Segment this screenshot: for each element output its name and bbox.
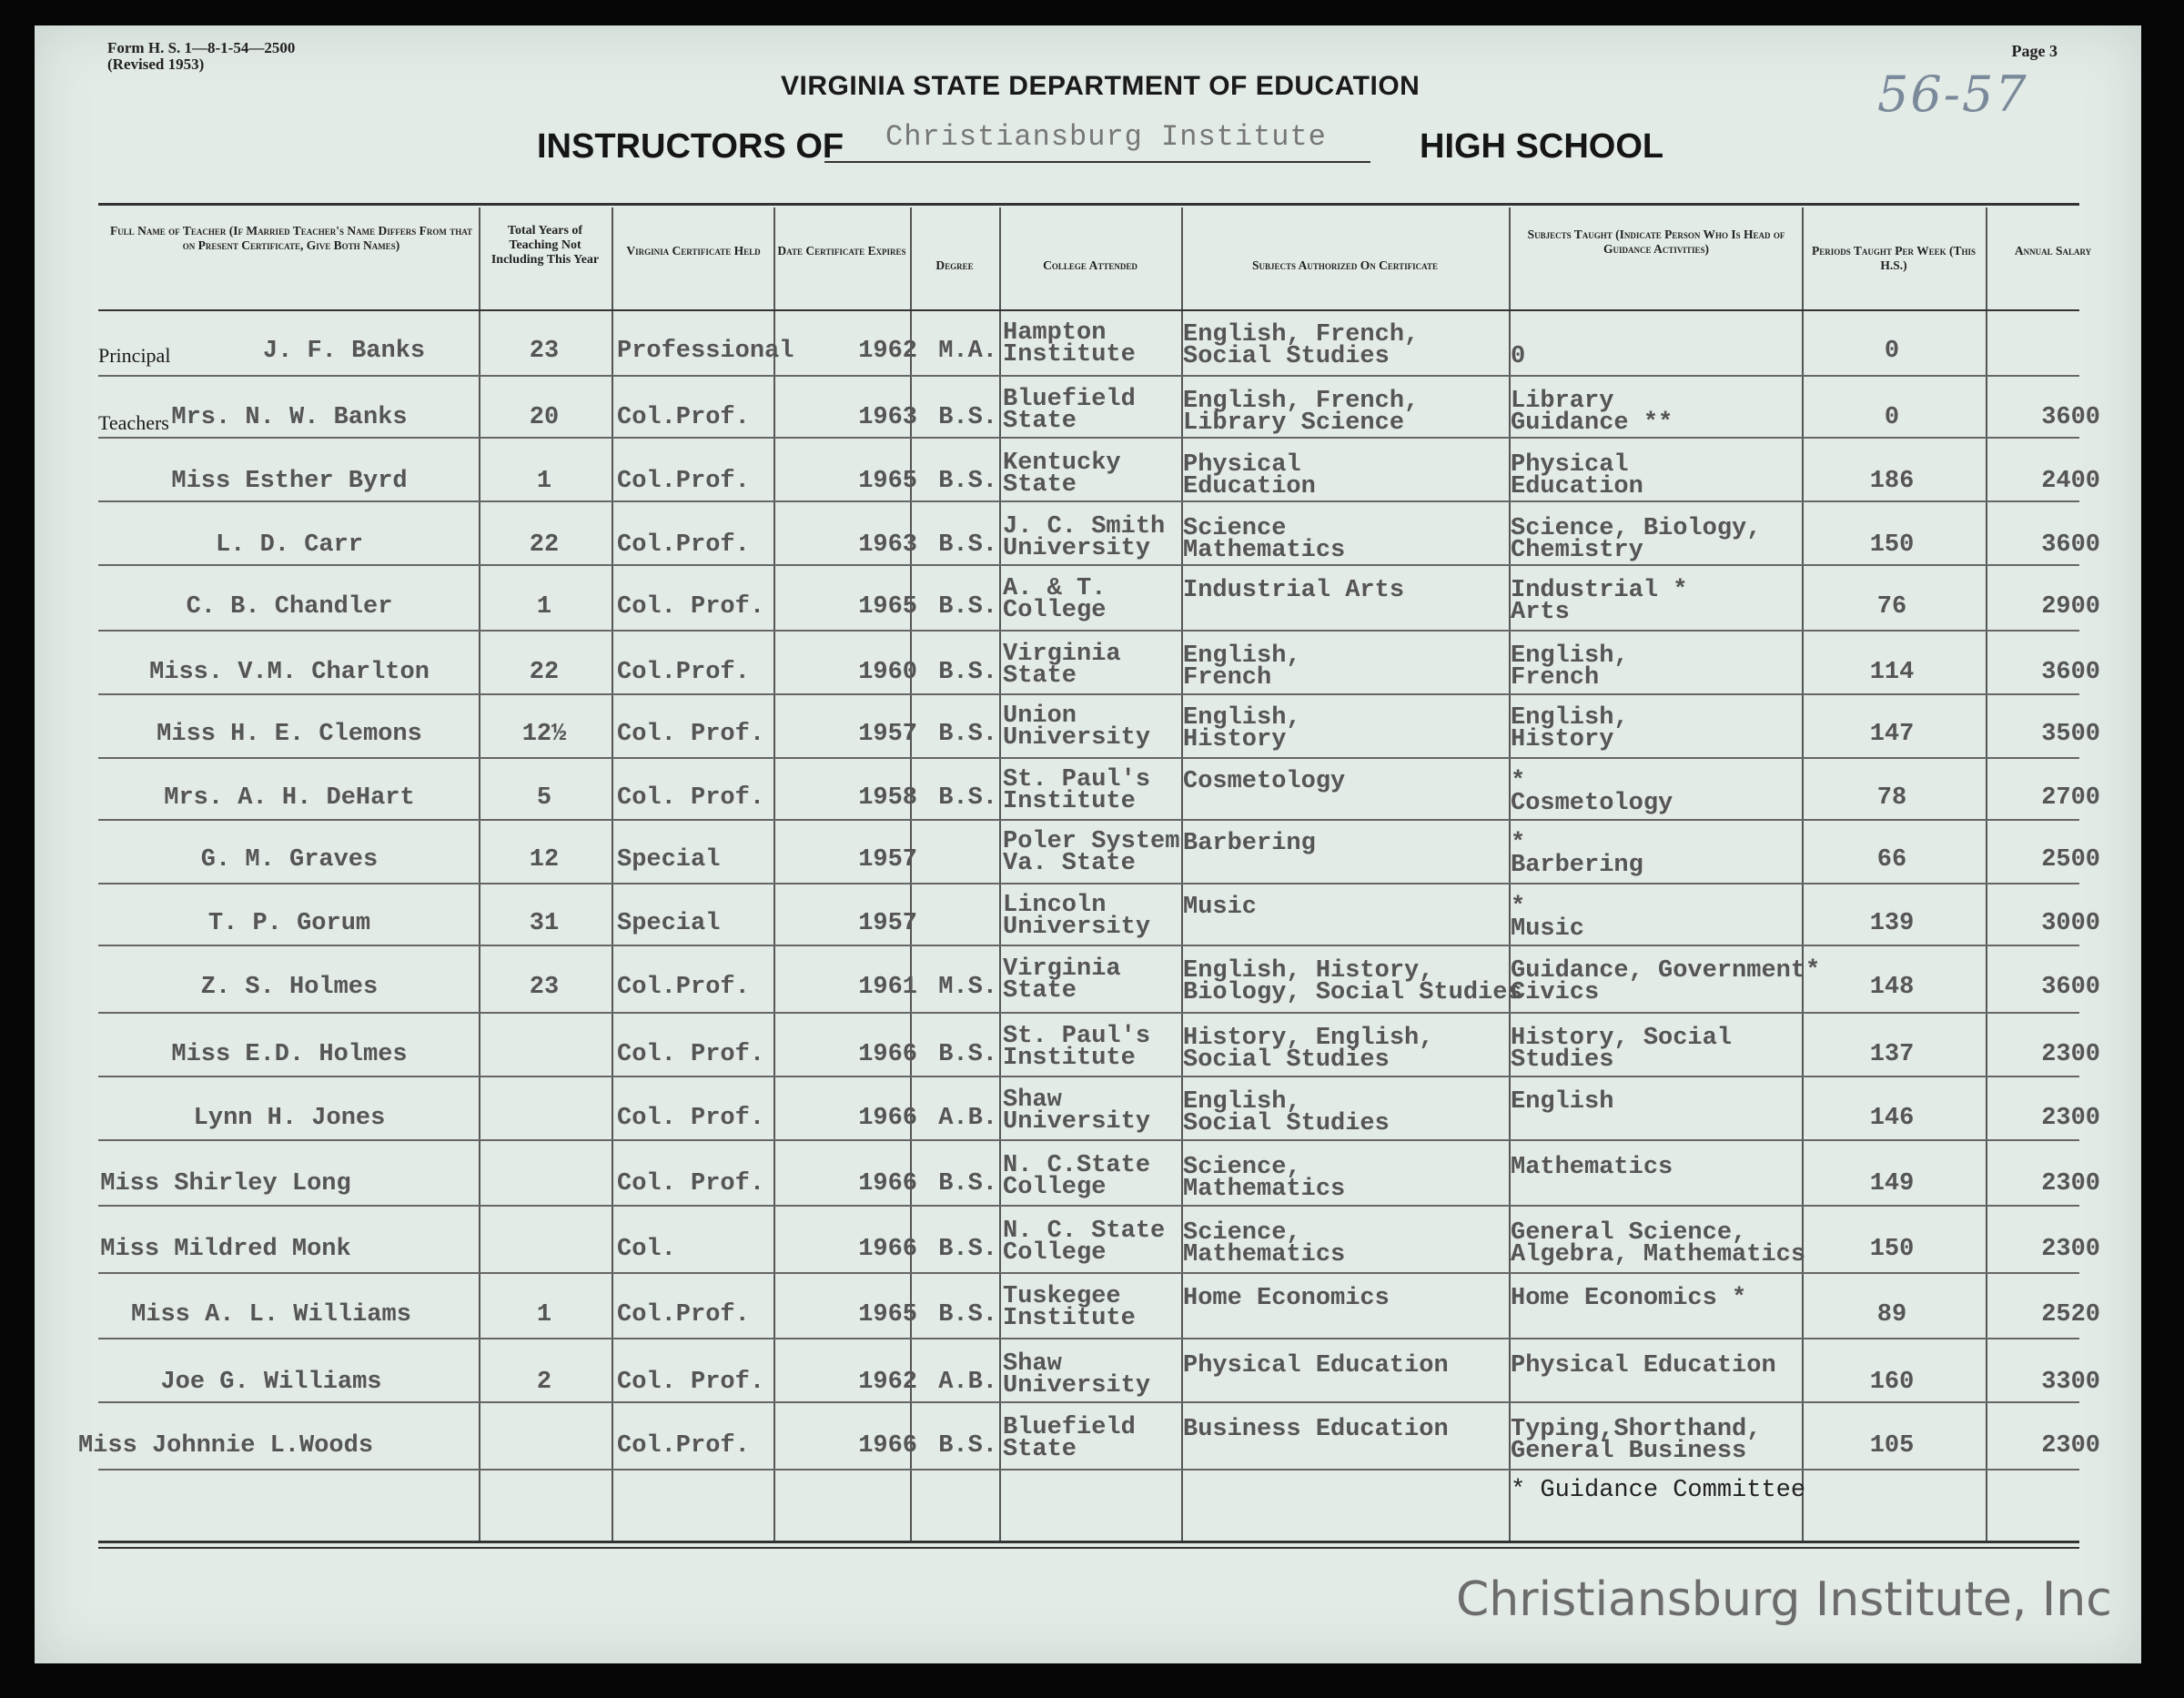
salary: 2300 (2041, 1170, 2100, 1198)
college-line-1: Tuskegee (1003, 1283, 1121, 1310)
header-college: College Attended (1043, 258, 1138, 272)
periods: 147 (1869, 721, 1915, 748)
guidance-committee-note: * Guidance Committee (1511, 1477, 1806, 1504)
teacher-name: Miss A. L. Williams (131, 1301, 411, 1329)
taught-line-1: English, (1511, 704, 1629, 732)
table-bottom-rule-2 (98, 1547, 2079, 1549)
college-line-2: Va. State (1003, 850, 1136, 877)
certificate: Col. Prof. (617, 784, 765, 812)
periods: 89 (1876, 1301, 1907, 1329)
row-rule (98, 1205, 2079, 1207)
row-rule (98, 375, 2079, 377)
taught-line-2: Civics (1511, 979, 1600, 1006)
salary: 3500 (2041, 721, 2100, 748)
authorized-line-1: English, French, (1183, 321, 1420, 349)
college-line-1: Hampton (1003, 319, 1107, 347)
authorized-line-2: Mathematics (1183, 1176, 1346, 1203)
row-rule (98, 500, 2079, 502)
salary: 2300 (2041, 1041, 2100, 1068)
college-line-2: University (1003, 1108, 1151, 1136)
salary: 3600 (2041, 659, 2100, 686)
years-teaching: 2 (536, 1369, 552, 1396)
degree: B.S. (938, 1236, 997, 1263)
college-line-1: Shaw (1003, 1087, 1062, 1114)
authorized-line-2: Social Studies (1183, 1046, 1390, 1074)
page-number: Page 3 (2011, 42, 2058, 60)
college-line-1: Bluefield (1003, 1414, 1136, 1441)
cert-expires: 1963 (858, 531, 917, 559)
taught-line-2: Education (1511, 473, 1643, 500)
college-line-1: Union (1003, 702, 1077, 730)
years-teaching: 23 (529, 974, 560, 1001)
taught-line-2: 0 (1511, 343, 1526, 370)
degree: B.S. (938, 404, 997, 431)
teacher-name: Miss E.D. Holmes (171, 1041, 408, 1068)
authorized-line-1: Science, (1183, 1219, 1301, 1247)
certificate: Special (617, 846, 721, 874)
teacher-name: Miss H. E. Clemons (157, 721, 422, 748)
row-rule (98, 437, 2079, 439)
college-line-2: Institute (1003, 1305, 1136, 1332)
periods: 0 (1884, 338, 1900, 365)
authorized-line-1: English, (1183, 642, 1301, 670)
degree: A.B. (938, 1105, 997, 1132)
college-line-1: Poler System (1003, 828, 1180, 855)
salary: 2900 (2041, 593, 2100, 621)
taught-line-1: Library (1511, 388, 1614, 415)
authorized-line-1: Home Economics (1183, 1285, 1390, 1312)
college-line-2: College (1003, 1174, 1107, 1201)
form-revised: (Revised 1953) (107, 56, 205, 73)
cert-expires: 1957 (858, 910, 917, 937)
row-rule (98, 1139, 2079, 1141)
teacher-name: Miss Johnnie L.Woods (77, 1432, 374, 1460)
years-teaching: 5 (536, 784, 552, 812)
taught-line-1: English, (1511, 642, 1629, 670)
header-taught: Subjects Taught (Indicate Person Who Is Head of Guidance Activities) (1527, 227, 1785, 256)
taught-line-2: History (1511, 726, 1614, 753)
authorized-line-2: Mathematics (1183, 1241, 1346, 1268)
cert-expires: 1957 (858, 846, 917, 874)
teacher-name: Mrs. A. H. DeHart (164, 784, 415, 812)
row-rule (98, 945, 2079, 946)
taught-line-1: Home Economics * (1511, 1285, 1747, 1312)
taught-line-1: Physical Education (1511, 1352, 1776, 1380)
taught-line-2: Guidance ** (1511, 409, 1673, 437)
years-teaching: 1 (536, 593, 552, 621)
periods: 0 (1884, 404, 1900, 431)
degree: B.S. (938, 468, 997, 495)
authorized-line-1: Physical (1183, 451, 1301, 479)
col-divider (1986, 207, 1987, 1541)
row-rule (98, 1272, 2079, 1274)
periods: 149 (1869, 1170, 1915, 1198)
degree: B.S. (938, 1301, 997, 1329)
certificate: Col. Prof. (617, 1105, 765, 1132)
authorized-line-2: History (1183, 726, 1287, 753)
taught-line-1: General Science, (1511, 1219, 1747, 1247)
taught-line-1: * (1511, 768, 1526, 795)
row-rule (98, 630, 2079, 632)
certificate: Col.Prof. (617, 1301, 750, 1329)
header-bottom-rule (98, 309, 2079, 311)
years-teaching: 22 (529, 659, 560, 686)
degree: B.S. (938, 1041, 997, 1068)
teacher-name: Miss Mildred Monk (100, 1236, 351, 1263)
salary: 3600 (2041, 404, 2100, 431)
years-teaching: 1 (536, 1301, 552, 1329)
periods: 148 (1869, 974, 1915, 1001)
college-line-2: University (1003, 914, 1151, 941)
college-line-1: Shaw (1003, 1350, 1062, 1378)
college-line-1: Lincoln (1003, 892, 1107, 919)
college-line-2: Institute (1003, 1045, 1136, 1072)
taught-line-1: Typing,Shorthand, (1511, 1416, 1762, 1443)
college-line-2: State (1003, 408, 1077, 435)
teacher-name: J. F. Banks (262, 338, 426, 365)
row-rule (98, 1401, 2079, 1403)
periods: 137 (1869, 1041, 1915, 1068)
col-divider (612, 207, 613, 1541)
header-years: Total Years of Teaching Not Including This Year (490, 224, 600, 267)
degree: B.S. (938, 1432, 997, 1460)
authorized-line-1: Industrial Arts (1183, 577, 1405, 604)
certificate: Col.Prof. (617, 468, 750, 495)
salary: 2700 (2041, 784, 2100, 812)
authorized-line-1: English, (1183, 704, 1301, 732)
college-line-2: Institute (1003, 788, 1136, 815)
teacher-name: Miss Shirley Long (100, 1170, 351, 1198)
row-rule (98, 1012, 2079, 1014)
college-line-1: St. Paul's (1003, 1023, 1151, 1050)
header-certificate: Virginia Certificate Held (626, 244, 761, 258)
row-rule (98, 1469, 2079, 1471)
degree: M.S. (938, 974, 997, 1001)
taught-line-1: Physical (1511, 451, 1629, 479)
taught-line-2: General Business (1511, 1438, 1747, 1465)
certificate: Special (617, 910, 721, 937)
cert-expires: 1966 (858, 1236, 917, 1263)
taught-line-2: Algebra, Mathematics (1511, 1241, 1806, 1268)
form-id (107, 40, 295, 73)
years-teaching: 23 (529, 338, 560, 365)
college-line-1: J. C. Smith (1003, 513, 1166, 541)
salary: 2520 (2041, 1301, 2100, 1329)
certificate: Col.Prof. (617, 1432, 750, 1460)
salary: 3300 (2041, 1369, 2100, 1396)
periods: 114 (1869, 659, 1915, 686)
salary: 3000 (2041, 910, 2100, 937)
certificate: Col.Prof. (617, 531, 750, 559)
degree: B.S. (938, 659, 997, 686)
authorized-line-1: English, History, (1183, 957, 1434, 985)
years-teaching: 1 (536, 468, 552, 495)
years-teaching: 31 (529, 910, 560, 937)
col-divider (999, 207, 1001, 1541)
college-line-2: State (1003, 662, 1077, 690)
cert-expires: 1962 (858, 338, 917, 365)
certificate: Col. (617, 1236, 676, 1263)
teacher-name: Miss. V.M. Charlton (149, 659, 430, 686)
authorized-line-1: Cosmetology (1183, 768, 1346, 795)
principal-label: Principal (98, 344, 171, 367)
teacher-name: C. B. Chandler (186, 593, 393, 621)
cert-expires: 1962 (858, 1369, 917, 1396)
teacher-name: Joe G. Williams (160, 1369, 382, 1396)
form-number: Form H. S. 1—8-1-54—2500 (107, 39, 296, 56)
periods: 105 (1869, 1432, 1915, 1460)
periods: 146 (1869, 1105, 1915, 1132)
certificate: Col. Prof. (617, 721, 765, 748)
row-rule (98, 1076, 2079, 1077)
college-line-1: St. Paul's (1003, 766, 1151, 793)
salary: 2300 (2041, 1236, 2100, 1263)
authorized-line-1: History, English, (1183, 1025, 1434, 1052)
college-line-1: N. C.State (1003, 1152, 1151, 1179)
certificate: Col. Prof. (617, 1369, 765, 1396)
cert-expires: 1965 (858, 468, 917, 495)
teacher-name: T. P. Gorum (207, 910, 371, 937)
college-line-2: State (1003, 471, 1077, 499)
teacher-name: G. M. Graves (200, 846, 379, 874)
certificate: Professional (617, 338, 794, 365)
authorized-line-1: Science, (1183, 1154, 1301, 1181)
authorized-line-1: Business Education (1183, 1416, 1449, 1443)
authorized-line-2: Social Studies (1183, 1110, 1390, 1137)
row-rule (98, 883, 2079, 884)
college-line-1: Virginia (1003, 955, 1121, 983)
taught-line-1: English (1511, 1088, 1614, 1116)
periods: 160 (1869, 1369, 1915, 1396)
salary: 2300 (2041, 1105, 2100, 1132)
taught-line-2: Chemistry (1511, 537, 1643, 564)
cert-expires: 1966 (858, 1432, 917, 1460)
authorized-line-2: Library Science (1183, 409, 1405, 437)
teachers-label: Teachers (98, 411, 169, 434)
college-line-1: Kentucky (1003, 450, 1121, 477)
authorized-line-2: French (1183, 664, 1272, 692)
periods: 78 (1876, 784, 1907, 812)
certificate: Col.Prof. (617, 974, 750, 1001)
degree: B.S. (938, 721, 997, 748)
header-authorized: Subjects Authorized On Certificate (1252, 258, 1438, 272)
cert-expires: 1966 (858, 1105, 917, 1132)
college-line-2: University (1003, 535, 1151, 562)
teacher-name: Miss Esther Byrd (171, 468, 408, 495)
header-salary: Annual Salary (2014, 244, 2092, 258)
authorized-line-2: Mathematics (1183, 537, 1346, 564)
cert-expires: 1960 (858, 659, 917, 686)
authorized-line-1: Music (1183, 894, 1258, 921)
row-rule (98, 564, 2079, 566)
years-teaching: 22 (529, 531, 560, 559)
degree: B.S. (938, 784, 997, 812)
taught-line-2: Cosmetology (1511, 790, 1673, 817)
table-bottom-rule (98, 1541, 2079, 1543)
periods: 150 (1869, 531, 1915, 559)
certificate: Col. Prof. (617, 1170, 765, 1198)
salary: 2400 (2041, 468, 2100, 495)
row-rule (98, 819, 2079, 821)
taught-line-2: Music (1511, 915, 1585, 943)
taught-line-1: History, Social (1511, 1025, 1733, 1052)
certificate: Col. Prof. (617, 1041, 765, 1068)
college-line-2: College (1003, 597, 1107, 624)
periods: 139 (1869, 910, 1915, 937)
instructors-of-label: INSTRUCTORS OF (537, 127, 844, 166)
degree: B.S. (938, 593, 997, 621)
college-line-2: State (1003, 1436, 1077, 1463)
authorized-line-2: Education (1183, 473, 1316, 500)
college-line-1: N. C. State (1003, 1218, 1166, 1245)
taught-line-1: * (1511, 830, 1526, 857)
header-degree: Degree (935, 258, 974, 272)
taught-line-2: Barbering (1511, 852, 1643, 879)
periods: 186 (1869, 468, 1915, 495)
authorized-line-2: Biology, Social Studies (1183, 979, 1522, 1006)
watermark: Christiansburg Institute, Inc (1456, 1572, 2112, 1627)
cert-expires: 1966 (858, 1170, 917, 1198)
taught-line-1: Guidance, Government* (1511, 957, 1821, 985)
handwritten-year: 56-57 (1877, 66, 2028, 123)
teacher-name: Lynn H. Jones (193, 1105, 386, 1132)
certificate: Col. Prof. (617, 593, 765, 621)
salary: 3600 (2041, 531, 2100, 559)
periods: 150 (1869, 1236, 1915, 1263)
degree: B.S. (938, 1170, 997, 1198)
row-rule (98, 757, 2079, 759)
authorized-line-1: English, (1183, 1088, 1301, 1116)
cert-expires: 1958 (858, 784, 917, 812)
periods: 66 (1876, 846, 1907, 874)
certificate: Col.Prof. (617, 404, 750, 431)
authorized-line-2: Social Studies (1183, 343, 1390, 370)
salary: 2300 (2041, 1432, 2100, 1460)
college-line-1: Bluefield (1003, 386, 1136, 413)
taught-line-2: Arts (1511, 599, 1570, 626)
taught-line-2: French (1511, 664, 1600, 692)
taught-line-1: * (1511, 894, 1526, 921)
row-rule (98, 1338, 2079, 1339)
teacher-name: L. D. Carr (215, 531, 364, 559)
school-name: Christiansburg Institute (885, 120, 1327, 154)
college-line-2: College (1003, 1239, 1107, 1267)
header-periods: Periods Taught Per Week (This H.S.) (1811, 244, 1977, 272)
header-expires: Date Certificate Expires (777, 244, 906, 258)
row-rule (98, 693, 2079, 695)
cert-expires: 1966 (858, 1041, 917, 1068)
taught-line-1: Industrial * (1511, 577, 1688, 604)
salary: 2500 (2041, 846, 2100, 874)
college-line-2: University (1003, 724, 1151, 752)
document-sheet (35, 25, 2141, 1663)
authorized-line-1: Physical Education (1183, 1352, 1449, 1380)
college-line-2: State (1003, 977, 1077, 1005)
authorized-line-1: English, French, (1183, 388, 1420, 415)
taught-line-1: Science, Biology, (1511, 515, 1762, 542)
salary: 3600 (2041, 974, 2100, 1001)
cert-expires: 1961 (858, 974, 917, 1001)
cert-expires: 1963 (858, 404, 917, 431)
taught-line-2: Studies (1511, 1046, 1614, 1074)
cert-expires: 1957 (858, 721, 917, 748)
certificate: Col.Prof. (617, 659, 750, 686)
taught-line-1: Mathematics (1511, 1154, 1673, 1181)
years-teaching: 12 (529, 846, 560, 874)
college-line-2: University (1003, 1372, 1151, 1400)
authorized-line-1: Science (1183, 515, 1287, 542)
teacher-name: Mrs. N. W. Banks (171, 404, 408, 431)
cert-expires: 1965 (858, 593, 917, 621)
degree: M.A. (938, 338, 997, 365)
periods: 76 (1876, 593, 1907, 621)
high-school-label: HIGH SCHOOL (1420, 127, 1664, 166)
table-top-rule (98, 203, 2079, 206)
years-teaching: 12½ (521, 721, 567, 748)
school-name-line (824, 161, 1370, 163)
authorized-line-1: Barbering (1183, 830, 1316, 857)
college-line-2: Institute (1003, 341, 1136, 369)
department-title: VIRGINIA STATE DEPARTMENT OF EDUCATION (781, 71, 1421, 101)
header-name: Full Name of Teacher (If Married Teacher's Name Differs From that on Present Certificate, Give Both Names) (109, 224, 473, 252)
degree: A.B. (938, 1369, 997, 1396)
cert-expires: 1965 (858, 1301, 917, 1329)
college-line-1: A. & T. (1003, 575, 1107, 602)
teacher-name: Z. S. Holmes (200, 974, 379, 1001)
years-teaching: 20 (529, 404, 560, 431)
degree: B.S. (938, 531, 997, 559)
college-line-1: Virginia (1003, 641, 1121, 668)
